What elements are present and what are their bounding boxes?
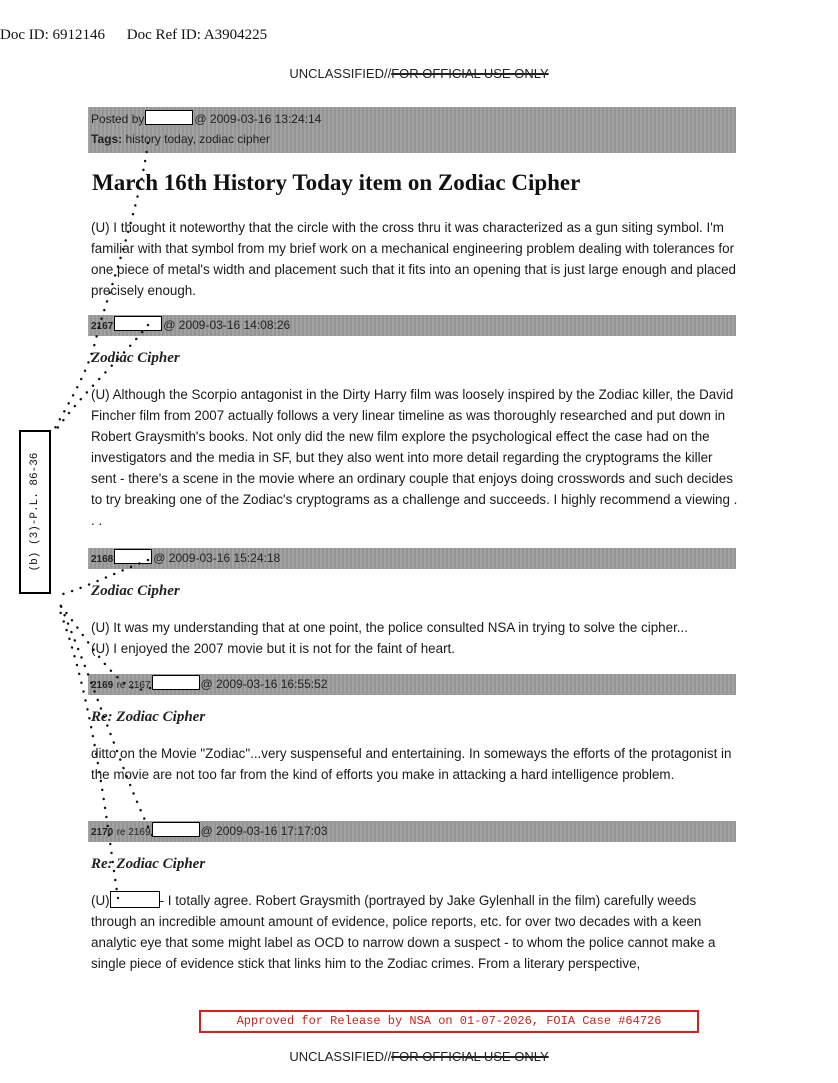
comment-body: ditto on the Movie "Zodiac"...very suspenseful and entertaining. In someways the efforts of the protagonist in the movie are not too far from the kind of efforts you make in attacking a hard intelligence problem. [91, 746, 732, 782]
comment-subject: Zodiac Cipher [91, 350, 180, 366]
classification-struck: FOR OFFICIAL USE ONLY [391, 66, 549, 81]
comment-timestamp: @ 2009-03-16 14:08:26 [163, 318, 291, 332]
exemption-code: (b) (3)-P.L. 86-36 [29, 452, 41, 572]
comment-timestamp: @ 2009-03-16 16:55:52 [200, 677, 328, 691]
comment-body-line: (U) It was my understanding that at one point, the police consulted NSA in trying to solve the cipher... [91, 620, 688, 635]
doc-ref-id: Doc Ref ID: A3904225 [126, 27, 268, 43]
comment-body-text: - I totally agree. Robert Graysmith (portrayed by Jake Gylenhall in the film) carefully weeds through an incredible amount amount of evidence, police reports, etc. for over two decades with a keen analytic eye that some might label as OCD to narrow down a suspect - to whom the police cannot make a single piece of evidence stick that links him to the Zodiac crimes. From a literary perspective, [91, 893, 716, 971]
doc-id: Doc ID: 6912146 [0, 27, 105, 43]
comment-id: 2169 [91, 680, 114, 691]
comment-id: 2168 [91, 554, 114, 565]
tags-label: Tags: [91, 132, 123, 146]
leader-line [56, 325, 148, 430]
comment-id: 2170 [91, 827, 114, 838]
leader-line [54, 143, 148, 430]
leader-line [58, 606, 118, 898]
page-title: March 16th History Today item on Zodiac Cipher [92, 170, 581, 195]
tags-list[interactable]: history today, zodiac cipher [125, 132, 270, 146]
comment-subject: Re: Zodiac Cipher [91, 709, 206, 725]
post-body: (U) I thought it noteworthy that the circle with the cross thru it was characterized as a gun siting symbol. I'm familiar with that symbol from my brief work on a mechanical engineering problem dealing with tolerances for one piece of metal's width and placement such that it fits into an opening that is just large enough and placed precisely enough. [91, 220, 736, 298]
comment-body: (U) Although the Scorpio antagonist in the Dirty Harry film was loosely inspired by the Zodiac killer, the David Fincher film from 2007 actually follows a very linear timeline as was thoroughly researched and put down in Robert Graysmith's books. Not only did the new film explore the psychological effect the case had on the investigators and the media in SF, but they also went into more detail regarding the cryptograms the killer sent - there's a scene in the movie where an ordinary couple that enjoys doing crosswords and such decides to try breaking one of the Zodiac's cryptograms as a challenge and succeeds. I highly recommend a viewing . . . [91, 387, 738, 528]
classification-struck: FOR OFFICIAL USE ONLY [391, 1049, 549, 1064]
comment-timestamp: @ 2009-03-16 17:17:03 [200, 824, 328, 838]
post-timestamp: @ 2009-03-16 13:24:14 [194, 112, 322, 126]
comment-subject: Zodiac Cipher [91, 583, 180, 599]
classification-bottom [0, 1049, 838, 1064]
comment-subject: Re: Zodiac Cipher [91, 856, 206, 872]
leader-line [60, 604, 152, 835]
leader-line [56, 560, 148, 596]
classification-prefix: UNCLASSIFIED// [289, 66, 392, 81]
comment-reply-ref: re 2167 [116, 680, 151, 691]
approval-stamp: Approved for Release by NSA on 01-07-2026, FOIA Case #64726 [199, 1010, 699, 1033]
comment-body-prefix: (U) [91, 893, 110, 908]
comment-id: 2167 [91, 321, 114, 332]
leader-line [56, 600, 150, 690]
comment-reply-ref: re 2169 [116, 827, 151, 838]
comment-timestamp: @ 2009-03-16 15:24:18 [153, 551, 281, 565]
posted-by-label: Posted by [91, 112, 145, 126]
comment-body-line: (U) I enjoyed the 2007 movie but it is not for the faint of heart. [91, 641, 455, 656]
classification-prefix: UNCLASSIFIED// [289, 1049, 392, 1064]
